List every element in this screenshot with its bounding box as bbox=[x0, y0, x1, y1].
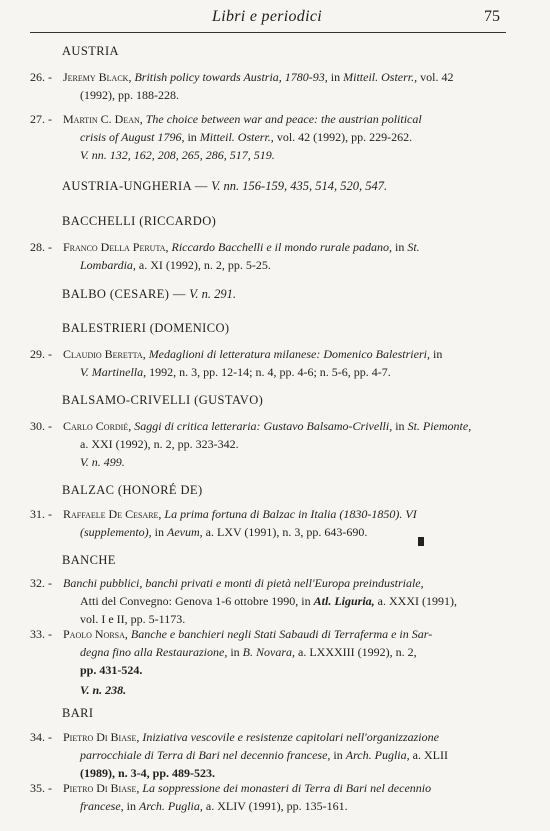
title: The choice between war and peace: the austrian political bbox=[145, 112, 422, 126]
section-heading-balzac: BALZAC (HONORÉ DE) bbox=[62, 483, 203, 497]
entry-line: Jeremy Black, British policy towards Austria, 1780-93, in Mitteil. Osterr., vol. 42 bbox=[63, 70, 454, 84]
entry-line: V. Martinella, 1992, n. 3, pp. 12-14; n. 4, pp. 4-6; n. 5-6, pp. 4-7. bbox=[80, 365, 391, 379]
author: Raffaele De Cesare, bbox=[63, 507, 162, 521]
author: Paolo Norsa, bbox=[63, 627, 128, 641]
page-number: 75 bbox=[484, 8, 500, 25]
cross-reference: V. n. 499. bbox=[80, 455, 125, 469]
entry-line: Carlo Cordié, Saggi di critica letteraria: Gustavo Balsamo-Crivelli, in St. Piemonte, bbox=[63, 419, 472, 433]
journal: B. Novara, bbox=[242, 645, 296, 659]
author: Pietro Di Biase, bbox=[63, 781, 140, 795]
title: Banche e banchieri negli Stati Sabaudi di Terraferma e in Sar- bbox=[130, 627, 433, 641]
entry-line: Franco Della Peruta, Riccardo Bacchelli e il mondo rurale padano, in St. bbox=[63, 240, 420, 254]
entry-line: Claudio Beretta, Medaglioni di letteratura milanese: Domenico Balestrieri, in bbox=[63, 347, 443, 361]
entry-number: 34. - bbox=[30, 730, 52, 744]
entry-number: 33. - bbox=[30, 627, 52, 641]
journal: Mitteil. Osterr., bbox=[343, 70, 418, 84]
entry-line bbox=[63, 505, 417, 524]
running-head bbox=[0, 6, 550, 28]
entry-number: 26. - bbox=[30, 70, 52, 84]
section-heading-balsamo-crivelli: BALSAMO-CRIVELLI (GUSTAVO) bbox=[62, 393, 264, 407]
entry-number: 27. - bbox=[30, 112, 52, 126]
author: Pietro Di Biase, bbox=[63, 730, 140, 744]
cross-reference: V. nn. 132, 162, 208, 265, 286, 517, 519. bbox=[80, 148, 275, 162]
entry-line bbox=[63, 110, 422, 129]
entry-line: crisis of August 1796, in Mitteil. Osterr., vol. 42 (1992), pp. 229-262. bbox=[80, 130, 413, 144]
cross-reference: V. n. 238. bbox=[80, 683, 127, 697]
entry-line: degna fino alla Restaurazione, in B. Novara, a. LXXXIII (1992), n. 2, bbox=[80, 645, 417, 659]
entry-number: 35. - bbox=[30, 781, 52, 795]
entry-line: parrocchiale di Terra di Bari nel decennio francese, in Arch. Puglia, a. XLII bbox=[80, 748, 448, 762]
cross-reference: V. nn. 156-159, 435, 514, 520, 547. bbox=[211, 179, 388, 193]
entry-number: 30. - bbox=[30, 419, 52, 433]
entry-line: a. XXI (1992), n. 2, pp. 323-342. bbox=[80, 437, 239, 451]
entry-line: francese, in Arch. Puglia, a. XLIV (1991), pp. 135-161. bbox=[80, 799, 348, 813]
entry-line bbox=[63, 728, 439, 747]
entry-line: (1989), n. 3-4, pp. 489-523. bbox=[80, 766, 216, 780]
journal: Mitteil. Osterr., bbox=[199, 130, 274, 144]
entry-line: Lombardia, a. XI (1992), n. 2, pp. 5-25. bbox=[80, 258, 271, 272]
author: Franco Della Peruta, bbox=[63, 240, 169, 254]
section-heading-austria-ungheria: AUSTRIA-UNGHERIA — V. nn. 156-159, 435, 514, 520, 547. bbox=[62, 179, 388, 193]
section-heading-bacchelli: BACCHELLI (RICCARDO) bbox=[62, 214, 217, 228]
entry-line: Atti del Convegno: Genova 1-6 ottobre 1990, in Atl. Liguria, a. XXXI (1991), bbox=[80, 594, 457, 608]
title: Saggi di critica letteraria: Gustavo Balsamo-Crivelli, bbox=[134, 419, 393, 433]
journal: Arch. Puglia, bbox=[139, 799, 203, 813]
title: Medaglioni di letteratura milanese: Domenico Balestrieri, bbox=[148, 347, 430, 361]
title: Iniziativa vescovile e resistenze capitolari nell'organizzazione bbox=[142, 730, 439, 744]
entry-line bbox=[63, 779, 431, 798]
entry-number: 28. - bbox=[30, 240, 52, 254]
section-heading-balestrieri: BALESTRIERI (DOMENICO) bbox=[62, 321, 230, 335]
title: La prima fortuna di Balzac in Italia (1830-1850). VI bbox=[164, 507, 417, 521]
section-heading-austria: AUSTRIA bbox=[62, 44, 119, 58]
entry-line bbox=[63, 625, 432, 644]
journal: Arch. Puglia, bbox=[345, 748, 410, 762]
journal: Aevum, bbox=[167, 525, 203, 539]
cross-reference: V. n. 291. bbox=[189, 287, 236, 301]
entry-line: (supplemento), in Aevum, a. LXV (1991), n. 3, pp. 643-690. bbox=[80, 525, 368, 539]
entry-line: pp. 431-524. bbox=[80, 663, 143, 677]
author: Jeremy Black, bbox=[63, 70, 132, 84]
running-title: Libri e periodici bbox=[212, 8, 322, 25]
author: Carlo Cordié, bbox=[63, 419, 132, 433]
journal: Atl. Liguria, bbox=[313, 594, 375, 608]
journal: St. Piemonte, bbox=[407, 419, 472, 433]
author: Claudio Beretta, bbox=[63, 347, 146, 361]
entry-number: 31. - bbox=[30, 507, 52, 521]
author: Martin C. Dean, bbox=[63, 112, 143, 126]
section-heading-bari: BARI bbox=[62, 706, 94, 720]
print-blot bbox=[418, 537, 424, 546]
title: Riccardo Bacchelli e il mondo rurale padano, bbox=[171, 240, 392, 254]
entry-number: 32. - bbox=[30, 576, 52, 590]
title: La soppressione dei monasteri di Terra di Bari nel decennio bbox=[142, 781, 432, 795]
section-heading-balbo: BALBO (CESARE) — V. n. 291. bbox=[62, 287, 236, 301]
header-rule bbox=[30, 32, 506, 33]
entry-line: vol. I e II, pp. 5-1173. bbox=[80, 612, 186, 626]
title: British policy towards Austria, 1780-93, bbox=[134, 70, 328, 84]
journal: St. bbox=[407, 240, 420, 254]
entry-number: 29. - bbox=[30, 347, 52, 361]
section-heading-banche: BANCHE bbox=[62, 553, 116, 567]
entry-line: (1992), pp. 188-228. bbox=[80, 88, 179, 102]
entry-line: Banchi pubblici, banchi privati e monti di pietà nell'Europa preindustriale, bbox=[63, 576, 424, 590]
